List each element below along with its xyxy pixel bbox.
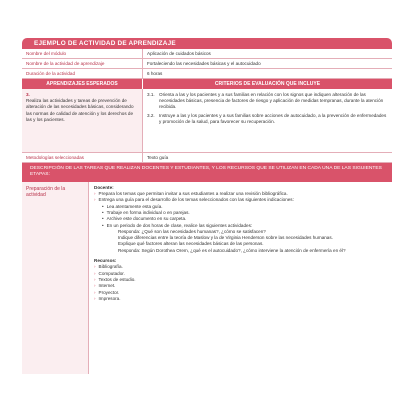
criterion-text: Instruye a las y los pacientes y a sus familias sobre acciones de autocuidado, a la prevención de enfermedades y promoción de la salud, para favorecer su recuperación. (159, 112, 387, 124)
arrow-icon: › (94, 276, 96, 282)
criterion-item (147, 92, 388, 111)
info-value: Fortaleciendo las necesidades básicas y el autocuidado (142, 59, 392, 68)
indicacion-text: Trabaje en forma individual o en parejas. (106, 210, 190, 215)
arrow-icon: › (94, 191, 96, 197)
preparation-content (88, 182, 392, 374)
criteria-header (22, 79, 392, 89)
arrow-icon: › (94, 270, 96, 276)
bullet-icon: • (102, 222, 104, 228)
preparation-section (22, 182, 392, 374)
info-label: Duración de la actividad (26, 71, 76, 76)
expected-number: 3. (26, 92, 30, 97)
criteria-header-label: CRITERIOS DE EVALUACIÓN QUE INCLUYE (143, 79, 392, 89)
bullet-icon: • (102, 210, 104, 215)
actividad-item: Explique qué factores alteran las necesidades básicas de las personas. (118, 241, 264, 247)
recurso-text: Internet. (98, 283, 116, 289)
info-table (22, 49, 392, 79)
expected-header: APRENDIZAJES ESPERADOS (22, 79, 142, 89)
preparation-label: Preparación de la actividad (22, 182, 88, 374)
recurso-text: Textos de estudio. (98, 276, 136, 282)
recurso-text: Impresora. (98, 295, 121, 301)
criterion-number: 3.1. (147, 92, 155, 97)
recurso-text: Proyector. (98, 289, 120, 295)
info-row-activity (22, 59, 392, 69)
criterion-item (147, 113, 388, 125)
expected-text: Realiza las actividades y tareas de prevención de alteración de las necesidades básicas, considerando las normas de calidad de atención y los derechos de las y los pacientes. (26, 98, 134, 122)
criterion-number: 3.2. (147, 112, 155, 118)
recurso-item (94, 296, 387, 302)
criteria-list (142, 89, 392, 152)
info-row-module (22, 49, 392, 59)
criteria-row (22, 89, 392, 153)
docente-item-text: Prepara los temas que permitan invitar a sus estudiantes a realizar una revisión bibliográfica. (98, 191, 288, 197)
actividad-item: Indique diferencias entre la teoría de Maslow y la de Virginia Henderson sobre las necesidades humanas. (118, 235, 333, 241)
recursos-title: Recursos: (94, 258, 117, 264)
bullet-icon: • (102, 216, 104, 222)
info-row-duration (22, 69, 392, 79)
bullet-icon: • (102, 203, 104, 209)
info-label: Nombre de la actividad de aprendizaje (26, 61, 105, 66)
info-label: Nombre del módulo (26, 51, 67, 56)
docente-title: Docente: (94, 184, 114, 190)
docente-item-text: Entrega una guía para el desarrollo de los temas seleccionados con las siguientes indicaciones: (98, 197, 294, 203)
actividad-item: Responda: Según Dorothea Orem, ¿qué es el autocuidado?, ¿cómo interviene la atención de enfermería en él? (118, 247, 346, 253)
page-banner: EJEMPLO DE ACTIVIDAD DE APRENDIZAJE (22, 38, 392, 49)
expected-learning (22, 89, 142, 152)
criterion-text: Orienta a las y los pacientes y a sus familias en relación con los signos que indiquen alteración de las necesidades básicas, presencia de factores de riesgo y aplicación de medidas tempranas, durante la atención recibida. (159, 92, 384, 110)
info-value: 6 horas (142, 69, 392, 78)
indicacion-text: Archive este documento en su carpeta. (106, 216, 187, 222)
arrow-icon: › (94, 197, 96, 203)
info-value: Aplicación de cuidados básicos (142, 49, 392, 58)
indicacion-text: Lea atentamente esta guía. (106, 203, 163, 209)
methodology-value: Texto guía (142, 153, 392, 162)
methodology-label: Metodologías seleccionadas (26, 155, 84, 160)
activity-document (22, 38, 392, 374)
recurso-text: Bibliografía. (98, 264, 123, 270)
arrow-icon: › (94, 264, 96, 270)
arrow-icon: › (94, 283, 96, 289)
indicacion-text: En un periodo de dos horas de clase, realice las siguientes actividades: (106, 222, 253, 228)
arrow-icon: › (94, 289, 96, 295)
description-banner: DESCRIPCIÓN DE LAS TAREAS QUE REALIZAN DOCENTES Y ESTUDIANTES, Y LOS RECURSOS QUE SE UTILIZAN EN CADA UNA DE LAS SIGUIENTES ETAPAS: (22, 163, 392, 182)
arrow-icon: › (94, 295, 96, 301)
actividad-item: Responda: ¿Qué son las necesidades humanas?, ¿cómo se satisfacen? (118, 228, 266, 234)
recurso-text: Computador. (98, 270, 125, 276)
methodology-row (22, 153, 392, 163)
